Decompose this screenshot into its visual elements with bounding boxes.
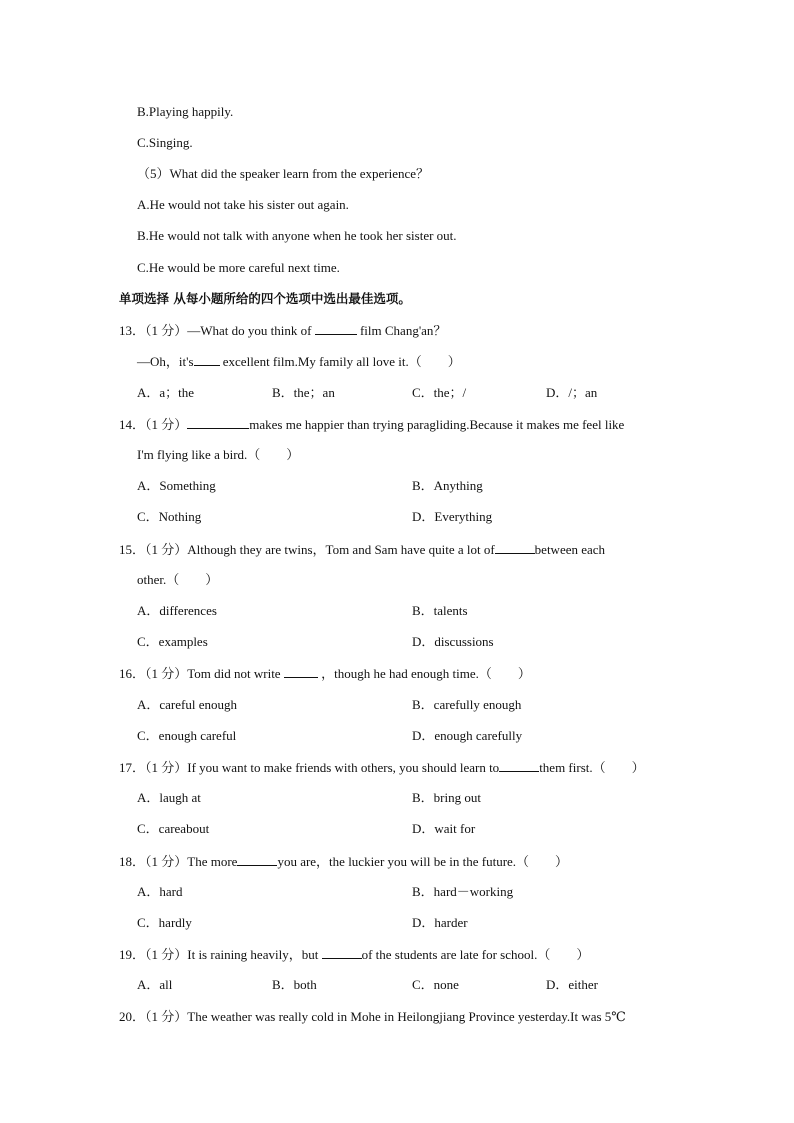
option-c: C.Singing. (137, 135, 193, 150)
stem-text: ，though he had enough time.（ ） (317, 666, 531, 681)
stem-text: of the students are late for school.（ ） (361, 947, 590, 962)
stem-text: 14．（1 分） (119, 417, 188, 432)
answer-blank (499, 759, 539, 772)
q14-option-c[interactable]: C．Nothing (137, 509, 202, 524)
q14-option-d[interactable]: D．Everything (412, 509, 493, 524)
q19-option-c[interactable]: C．none (412, 977, 459, 992)
sub-question-5: （5）What did the speaker learn from the experience？ (137, 166, 430, 181)
q18-option-a[interactable]: A．hard (137, 884, 183, 899)
question-14-stem (119, 416, 624, 433)
question-13-line2 (137, 353, 461, 370)
stem-text: —Oh，it's (137, 354, 194, 369)
stem-text: 19．（1 分）It is raining heavily，but (119, 947, 322, 962)
answer-blank (315, 322, 357, 335)
q14-option-b[interactable]: B．Anything (412, 478, 483, 493)
q16-option-c[interactable]: C．enough careful (137, 728, 237, 743)
question-16-stem (119, 665, 531, 682)
question-18-stem (119, 853, 568, 870)
q18-option-c[interactable]: C．hardly (137, 915, 192, 930)
section-title: 单项选择 从每小题所给的四个选项中选出最佳选项。 (119, 291, 411, 306)
q13-option-b[interactable]: B．the；an (272, 385, 335, 400)
q16-option-d[interactable]: D．enough carefully (412, 728, 523, 743)
stem-text: between each (534, 542, 606, 557)
q19-option-a[interactable]: A．all (137, 977, 173, 992)
option-b: B.Playing happily. (137, 104, 234, 119)
stem-text: 16．（1 分）Tom did not write (119, 666, 284, 681)
q16-option-b[interactable]: B．carefully enough (412, 697, 522, 712)
q18-option-d[interactable]: D．harder (412, 915, 468, 930)
answer-blank (237, 853, 277, 866)
q17-option-a[interactable]: A．laugh at (137, 790, 201, 805)
stem-text: film Chang'an？ (356, 323, 447, 338)
q17-option-d[interactable]: D．wait for (412, 821, 476, 836)
stem-text: makes me happier than trying paragliding.Because it makes me feel like (249, 417, 625, 432)
q14-option-a[interactable]: A．Something (137, 478, 216, 493)
stem-text: 13．（1 分）—What do you think of (119, 323, 315, 338)
q18-option-b[interactable]: B．hard－working (412, 884, 514, 899)
q15-option-c[interactable]: C．examples (137, 634, 208, 649)
question-19-stem (119, 946, 589, 963)
q13-option-c[interactable]: C．the；/ (412, 385, 467, 400)
question-14-line2: I'm flying like a bird.（ ） (137, 447, 300, 462)
sub5-option-c: C.He would be more careful next time. (137, 260, 340, 275)
sub5-option-a: A.He would not take his sister out again. (137, 197, 349, 212)
stem-text: excellent film.My family all love it.（ ） (219, 354, 461, 369)
stem-text: 17．（1 分）If you want to make friends with others, you should learn to (119, 760, 500, 775)
question-15-stem (119, 541, 605, 558)
answer-blank (322, 946, 362, 959)
q19-option-b[interactable]: B．both (272, 977, 317, 992)
answer-blank (187, 416, 249, 429)
sub5-option-b: B.He would not talk with anyone when he took her sister out. (137, 228, 457, 243)
q17-option-c[interactable]: C．careabout (137, 821, 210, 836)
stem-text: them first.（ ） (539, 760, 645, 775)
q15-option-a[interactable]: A．differences (137, 603, 217, 618)
q16-option-a[interactable]: A．careful enough (137, 697, 237, 712)
q13-option-a[interactable]: A．a；the (137, 385, 195, 400)
stem-text: 18．（1 分）The more (119, 854, 238, 869)
stem-text: you are，the luckier you will be in the future.（ ） (277, 854, 569, 869)
q13-option-d[interactable]: D．/；an (546, 385, 598, 400)
question-15-line2: other.（ ） (137, 572, 219, 587)
q19-option-d[interactable]: D．either (546, 977, 598, 992)
q17-option-b[interactable]: B．bring out (412, 790, 481, 805)
question-17-stem (119, 759, 645, 776)
answer-blank (284, 665, 318, 678)
answer-blank (495, 541, 535, 554)
question-13-stem (119, 322, 446, 339)
q15-option-d[interactable]: D．discussions (412, 634, 494, 649)
answer-blank (194, 353, 220, 366)
question-20-stem: 20．（1 分）The weather was really cold in Mohe in Heilongjiang Province yesterday.It was 5℃ (119, 1009, 626, 1024)
stem-text: 15．（1 分）Although they are twins，Tom and Sam have quite a lot of (119, 542, 495, 557)
q15-option-b[interactable]: B．talents (412, 603, 468, 618)
